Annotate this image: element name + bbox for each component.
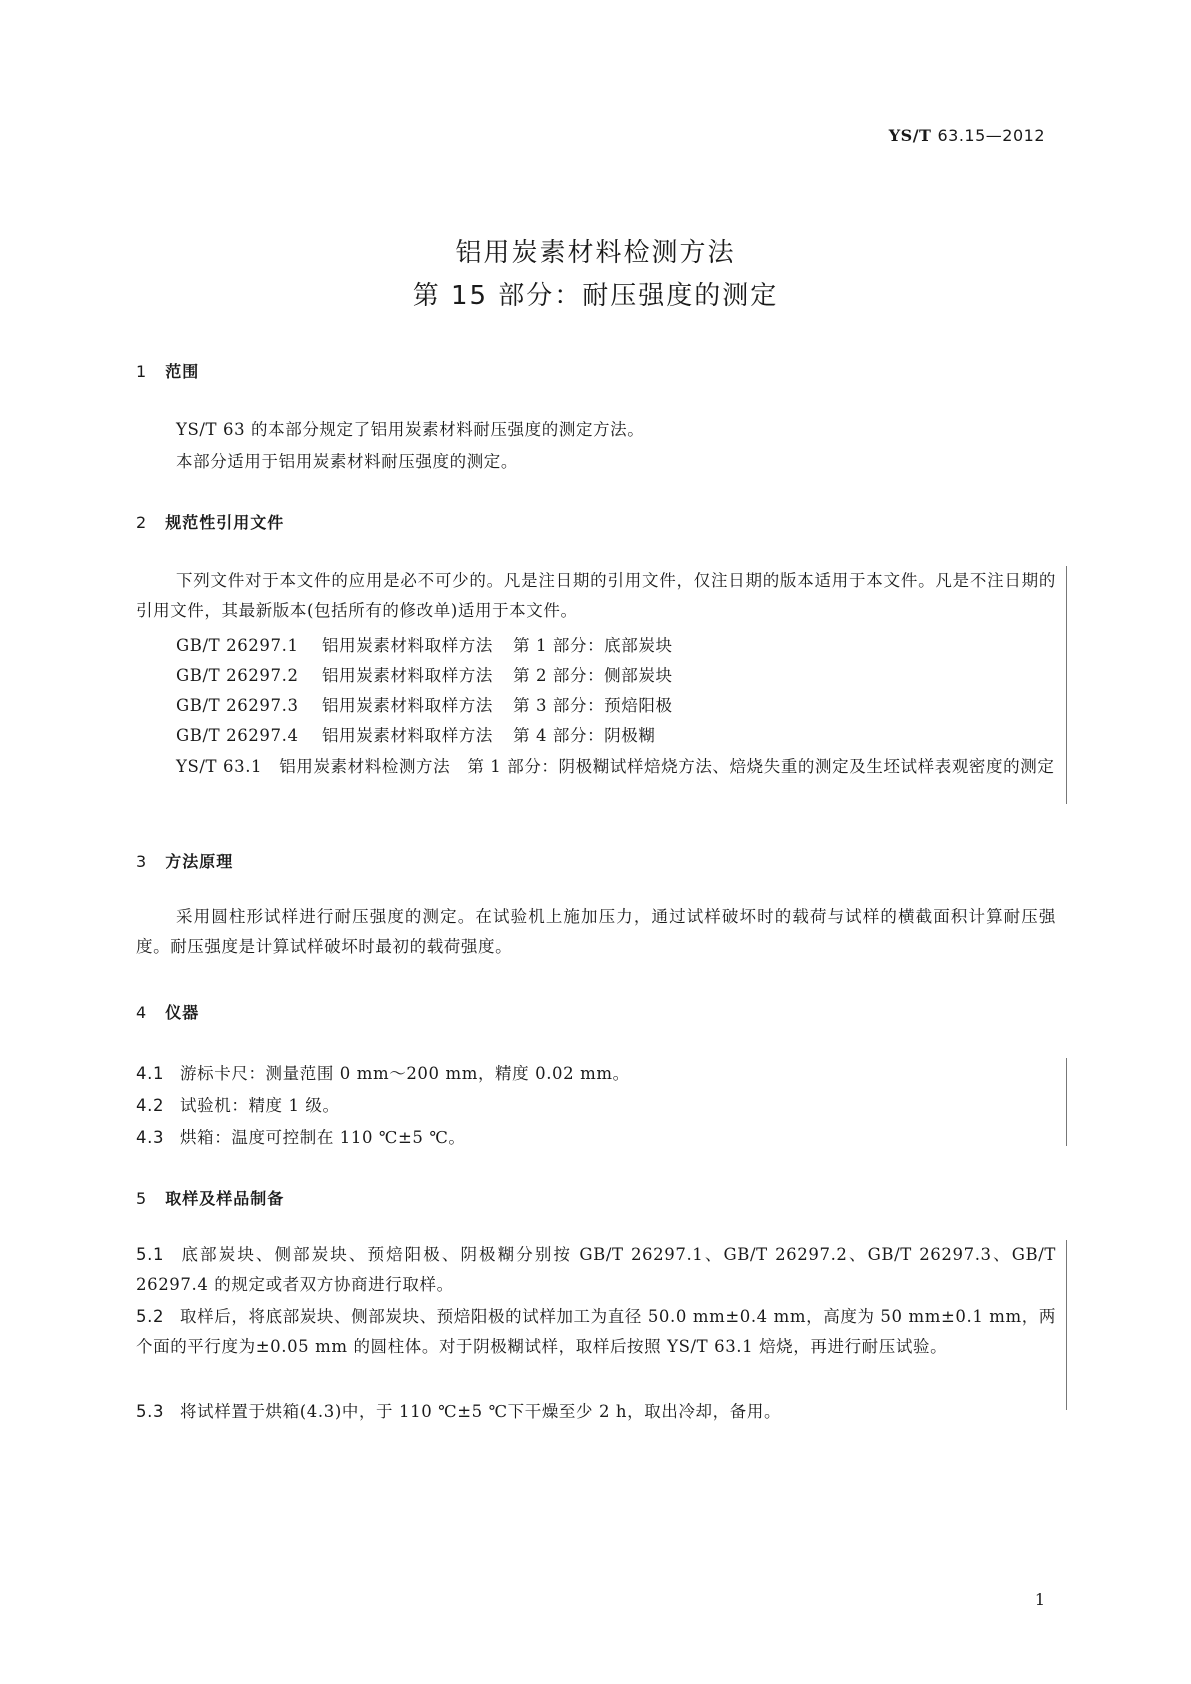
clause-item [136, 1240, 1056, 1300]
section-5-heading [136, 1186, 284, 1209]
section-number: 5 [136, 1189, 148, 1208]
standard-code-number: 63.15—2012 [937, 126, 1045, 145]
clause-item [136, 1124, 466, 1148]
clause-item [136, 1302, 1056, 1362]
clause-item [136, 1060, 630, 1084]
reference-item [136, 722, 656, 746]
section-number: 3 [136, 852, 148, 871]
reference-code: GB/T 26297.4 [176, 726, 299, 745]
scope-paragraph-2: 本部分适用于铝用炭素材料耐压强度的测定。 [176, 452, 518, 471]
clause-number: 4.2 [136, 1096, 165, 1115]
reference-title: 铝用炭素材料取样方法 [322, 636, 493, 655]
reference-part: 第 1 部分：底部炭块 [513, 636, 673, 655]
section-number: 4 [136, 1003, 148, 1022]
reference-title: 铝用炭素材料取样方法 [322, 726, 493, 745]
section-1-heading [136, 359, 199, 382]
document-subtitle: 第 15 部分：耐压强度的测定 [412, 281, 779, 311]
section-3-heading [136, 849, 233, 872]
page-number: 1 [1034, 1590, 1045, 1609]
section-title: 方法原理 [165, 852, 234, 871]
reference-title: 铝用炭素材料取样方法 [322, 696, 493, 715]
standard-code-prefix: YS/T [888, 126, 932, 145]
clause-text: 烘箱：温度可控制在 110 ℃±5 ℃。 [180, 1128, 466, 1147]
reference-item: YS/T 63.1 铝用炭素材料检测方法 第 1 部分：阴极糊试样焙烧方法、焙烧失重的测定及生坯试样表观密度的测定 [176, 757, 1055, 776]
document-title: 铝用炭素材料检测方法 [455, 238, 736, 268]
change-bar [1066, 1058, 1067, 1146]
clause-text: 游标卡尺：测量范围 0 mm～200 mm，精度 0.02 mm。 [180, 1064, 630, 1083]
normative-references-intro: 下列文件对于本文件的应用是必不可少的。凡是注日期的引用文件，仅注日期的版本适用于本文件。凡是不注日期的引用文件，其最新版本(包括所有的修改单)适用于本文件。 [136, 571, 1056, 620]
clause-text: 试验机：精度 1 级。 [180, 1096, 340, 1115]
reference-part: 第 3 部分：预焙阳极 [513, 696, 673, 715]
section-4-heading [136, 1000, 199, 1023]
reference-part: 第 4 部分：阴极糊 [513, 726, 656, 745]
scope-paragraph-1: YS/T 63 的本部分规定了铝用炭素材料耐压强度的测定方法。 [176, 420, 645, 439]
section-title: 范围 [165, 362, 200, 381]
clause-number: 5.3 [136, 1402, 165, 1421]
reference-title: 铝用炭素材料取样方法 [322, 666, 493, 685]
clause-number: 5.1 [136, 1245, 165, 1264]
reference-item [136, 632, 673, 656]
method-principle-paragraph: 采用圆柱形试样进行耐压强度的测定。在试验机上施加压力，通过试样破坏时的载荷与试样的横截面积计算耐压强度。耐压强度是计算试样破坏时最初的载荷强度。 [136, 907, 1056, 956]
change-bar [1066, 1240, 1067, 1410]
clause-text: 将试样置于烘箱(4.3)中，于 110 ℃±5 ℃下干燥至少 2 h，取出冷却，备用。 [180, 1402, 782, 1421]
clause-text: 取样后，将底部炭块、侧部炭块、预焙阳极的试样加工为直径 50.0 mm±0.4 mm，高度为 50 mm±0.1 mm，两个面的平行度为±0.05 mm 的圆柱体。对于阴极糊试样，取样后按照 YS/T 63.1 焙烧，再进行耐压试验。 [136, 1307, 1056, 1356]
reference-code: GB/T 26297.1 [176, 636, 299, 655]
reference-item [136, 662, 673, 686]
section-number: 1 [136, 362, 148, 381]
section-2-heading [136, 510, 284, 533]
clause-text: 底部炭块、侧部炭块、预焙阳极、阴极糊分别按 GB/T 26297.1、GB/T 26297.2、GB/T 26297.3、GB/T 26297.4 的规定或者双方协商进行取样。 [136, 1245, 1056, 1294]
clause-number: 4.1 [136, 1064, 165, 1083]
section-title: 取样及样品制备 [165, 1189, 285, 1208]
clause-item [136, 1398, 781, 1422]
reference-item [136, 692, 673, 716]
clause-number: 4.3 [136, 1128, 165, 1147]
standard-code [889, 126, 1045, 145]
change-bar [1066, 566, 1067, 804]
section-number: 2 [136, 513, 148, 532]
reference-code: GB/T 26297.2 [176, 666, 299, 685]
clause-number: 5.2 [136, 1307, 165, 1326]
reference-part: 第 2 部分：侧部炭块 [513, 666, 673, 685]
section-title: 规范性引用文件 [165, 513, 285, 532]
reference-code: GB/T 26297.3 [176, 696, 299, 715]
clause-item [136, 1092, 340, 1116]
section-title: 仪器 [165, 1003, 200, 1022]
